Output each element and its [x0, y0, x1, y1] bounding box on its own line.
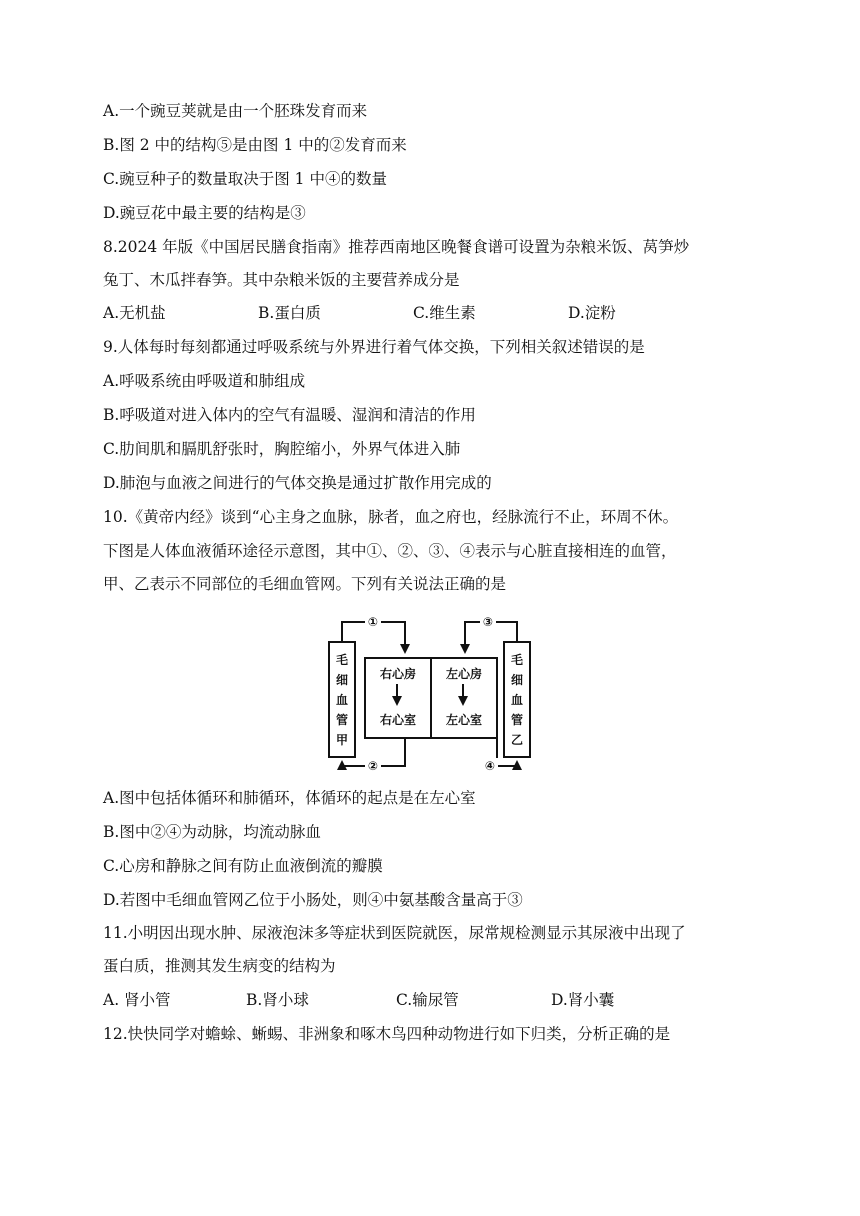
cap-right-char-0: 毛 [510, 653, 524, 667]
q8-option-a: A.无机盐 [103, 304, 166, 322]
marker-4: ④ [484, 759, 496, 772]
q8-stem-line1: 8.2024 年版《中国居民膳食指南》推荐西南地区晚餐食谱可设置为杂粮米饭、莴笋炒 [103, 238, 690, 256]
q8-option-c: C.维生素 [413, 304, 476, 322]
label-left-ventricle: 左心室 [445, 713, 483, 727]
q9-option-a: A.呼吸系统由呼吸道和肺组成 [103, 372, 306, 390]
cap-left-char-0: 毛 [335, 653, 349, 667]
q9-option-c: C.肋间肌和膈肌舒张时，胸腔缩小，外界气体进入肺 [103, 440, 461, 458]
label-right-atrium: 右心房 [379, 667, 417, 681]
q7-option-a: A.一个豌豆荚就是由一个胚珠发育而来 [103, 102, 368, 120]
q11-stem-line1: 11.小明因出现水肿、尿液泡沫多等症状到医院就医，尿常规检测显示其尿液中出现了 [103, 924, 686, 942]
q10-stem-line2: 下图是人体血液循环途径示意图，其中①、②、③、④表示与心脏直接相连的血管， [103, 542, 677, 560]
cap-left-char-4: 甲 [335, 733, 349, 747]
q9-option-b: B.呼吸道对进入体内的空气有温暖、湿润和清洁的作用 [103, 406, 476, 424]
q8-option-b: B.蛋白质 [258, 304, 321, 322]
q10-stem-line3: 甲、乙表示不同部位的毛细血管网。下列有关说法正确的是 [103, 575, 507, 593]
q10-option-d: D.若图中毛细血管网乙位于小肠处，则④中氨基酸含量高于③ [103, 891, 523, 909]
label-left-atrium: 左心房 [445, 667, 483, 681]
q10-stem-line1: 10.《黄帝内经》谈到“心主身之血脉，脉者，血之府也，经脉流行不止，环周不休。 [103, 508, 679, 526]
q9-option-d: D.肺泡与血液之间进行的气体交换是通过扩散作用完成的 [103, 474, 492, 492]
q7-option-b: B.图 2 中的结构⑤是由图 1 中的②发育而来 [103, 136, 407, 154]
q8-option-d: D.淀粉 [568, 304, 616, 322]
q10-option-c: C.心房和静脉之间有防止血液倒流的瓣膜 [103, 857, 383, 875]
q12-stem: 12.快快同学对蟾蜍、蜥蜴、非洲象和啄木鸟四种动物进行如下归类，分析正确的是 [103, 1025, 671, 1043]
cap-right-char-2: 血 [510, 693, 524, 707]
q11-option-a: A. 肾小管 [103, 991, 171, 1009]
q11-stem-line2: 蛋白质，推测其发生病变的结构为 [103, 957, 336, 975]
cap-right-char-3: 管 [510, 713, 524, 727]
q11-option-b: B.肾小球 [246, 991, 309, 1009]
q8-stem-line2: 兔丁、木瓜拌春笋。其中杂粮米饭的主要营养成分是 [103, 271, 460, 289]
cap-right-char-1: 细 [510, 673, 524, 687]
cap-left-char-2: 血 [335, 693, 349, 707]
cap-left-char-3: 管 [335, 713, 349, 727]
marker-2: ② [367, 759, 379, 772]
q10-option-b: B.图中②④为动脉，均流动脉血 [103, 823, 321, 841]
q7-option-d: D.豌豆花中最主要的结构是③ [103, 204, 306, 222]
label-right-ventricle: 右心室 [379, 713, 417, 727]
q11-option-c: C.输尿管 [396, 991, 459, 1009]
marker-3: ③ [482, 615, 494, 629]
q11-option-d: D.肾小囊 [551, 991, 615, 1009]
cap-right-char-4: 乙 [510, 733, 524, 747]
q9-stem: 9.人体每时每刻都通过呼吸系统与外界进行着气体交换，下列相关叙述错误的是 [103, 338, 645, 356]
cap-left-char-1: 细 [335, 673, 349, 687]
q7-option-c: C.豌豆种子的数量取决于图 1 中④的数量 [103, 170, 387, 188]
marker-1: ① [367, 615, 379, 629]
blood-circulation-diagram [325, 612, 533, 772]
q10-option-a: A.图中包括体循环和肺循环，体循环的起点是在左心室 [103, 789, 476, 807]
